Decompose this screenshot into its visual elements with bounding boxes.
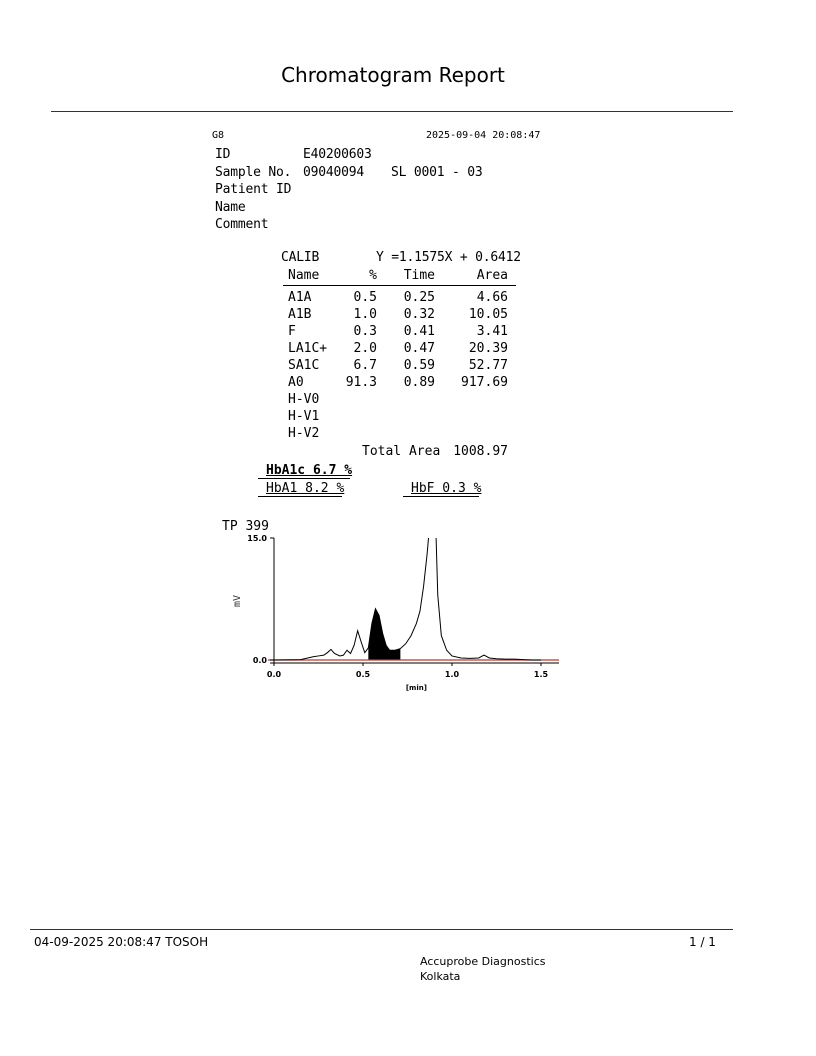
cell-name: H-V2 [288,426,320,441]
x-tick-label: 1.0 [444,670,460,679]
chart-annotation: TP 399 [222,519,269,534]
cell-name: H-V0 [288,392,320,407]
cell-area: 3.41 [476,324,508,339]
total-area-label: Total Area [362,444,441,459]
calib-label: CALIB [281,250,320,265]
footer-divider [30,929,733,930]
lab-name: Accuprobe Diagnostics [420,955,546,968]
page-number: 1 / 1 [689,935,716,949]
cell-area: 4.66 [476,290,508,305]
y-axis-unit-mark: mV [232,594,243,608]
x-axis-label: [min] [405,684,427,692]
cell-time: 0.47 [403,341,435,356]
col-header-time: Time [403,268,435,283]
hbf-rule [403,496,479,497]
cell-name: H-V1 [288,409,320,424]
cell-area: 10.05 [468,307,508,322]
report-title: Chromatogram Report [281,63,505,87]
field-label-patient-id: Patient ID [215,182,292,197]
filled-peak-sa1c [368,609,400,660]
hba1-result: HbA1 8.2 % [266,481,345,496]
field-label-sample: Sample No. [215,165,292,180]
cell-name: A0 [288,375,304,390]
x-tick-label: 1.5 [533,670,549,679]
cell-time: 0.59 [403,358,435,373]
cell-time: 0.89 [403,375,435,390]
cell-area: 20.39 [468,341,508,356]
field-label-comment: Comment [215,217,269,232]
col-header-name: Name [288,268,320,283]
instrument-label: G8 [212,130,225,141]
field-value-sl: SL 0001 - 03 [391,165,483,180]
lab-city: Kolkata [420,970,461,983]
cell-name: A1A [288,290,312,305]
calib-equation: Y =1.1575X + 0.6412 [376,250,521,265]
cell-percent: 1.0 [353,307,377,322]
chromatogram-line [274,497,541,660]
cell-name: A1B [288,307,312,322]
cell-percent: 0.3 [353,324,377,339]
print-timestamp: 2025-09-04 20:08:47 [426,130,541,141]
hba1c-result: HbA1c 6.7 % [266,463,353,478]
cell-name: SA1C [288,358,320,373]
cell-percent: 91.3 [345,375,377,390]
cell-area: 52.77 [468,358,508,373]
hba1c-rule [258,478,350,479]
col-header-percent: % [369,268,377,283]
field-label-name: Name [215,200,246,215]
cell-percent: 2.0 [353,341,377,356]
hba1-rule [258,496,342,497]
field-value-sample: 09040094 [303,165,365,180]
col-header-area: Area [476,268,508,283]
hbf-result: HbF 0.3 % [411,481,482,496]
x-tick-label: 0.5 [355,670,371,679]
table-header-rule [283,285,516,286]
x-tick-label: 0.0 [266,670,282,679]
cell-time: 0.32 [403,307,435,322]
field-label-id: ID [215,147,231,162]
cell-time: 0.41 [403,324,435,339]
cell-area: 917.69 [461,375,508,390]
field-value-id: E40200603 [303,147,372,162]
footer-print-info: 04-09-2025 20:08:47 TOSOH [34,935,209,949]
cell-percent: 0.5 [353,290,377,305]
cell-time: 0.25 [403,290,435,305]
cell-name: F [288,324,296,339]
cell-percent: 6.7 [353,358,377,373]
y-tick-label: 0.0 [252,656,267,665]
cell-name: LA1C+ [288,341,328,356]
title-divider [51,111,733,112]
y-tick-label: 15.0 [247,534,267,543]
total-area-value: 1008.97 [453,444,508,459]
